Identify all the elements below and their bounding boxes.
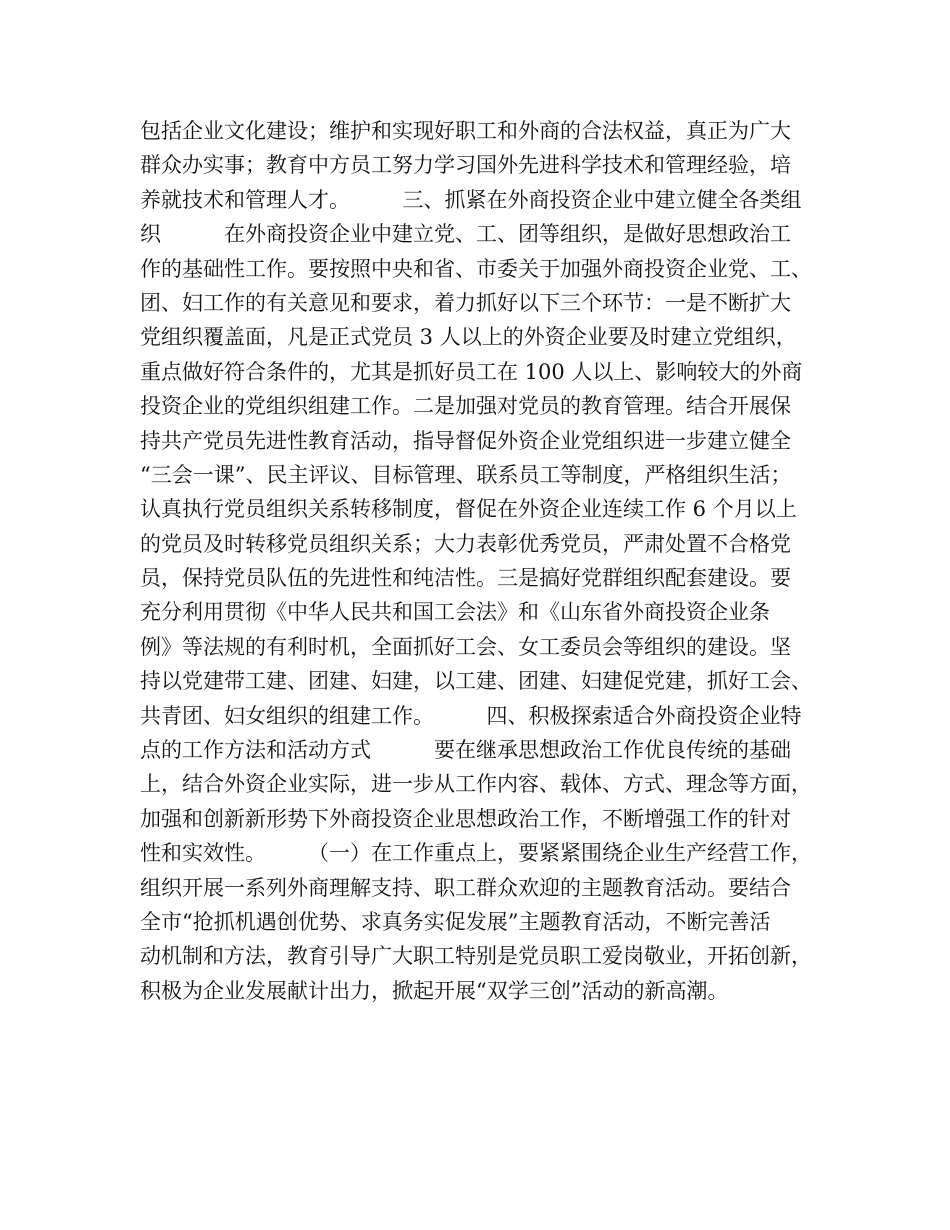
text-line-8: 重点做好符合条件的，尤其是抓好员工在 100 人以上、影响较大的外商 xyxy=(140,359,803,384)
text-line-23: 组织开展一系列外商理解支持、职工群众欢迎的主题教育活动。要结合 xyxy=(140,875,791,900)
text-line-9: 投资企业的党组织组建工作。二是加强对党员的教育管理。结合开展保 xyxy=(140,394,791,419)
text-line-19: 点的工作方法和活动方式 要在继承思想政治工作优良传统的基础 xyxy=(140,738,791,763)
text-line-18: 共青团、妇女组织的组建工作。 四、积极探索适合外商投资企业特 xyxy=(140,703,802,728)
text-line-12: 认真执行党员组织关系转移制度，督促在外资企业连续工作 6 个月以上 xyxy=(140,497,797,522)
text-line-20: 上，结合外资企业实际，进一步从工作内容、载体、方式、理念等方面， xyxy=(140,772,812,797)
text-line-21: 加强和创新新形势下外商投资企业思想政治工作，不断增强工作的针对 xyxy=(140,806,791,831)
text-line-11: “三会一课”、民主评议、目标管理、联系员工等制度，严格组织生活； xyxy=(140,462,792,487)
text-line-3: 养就技术和管理人才。 三、抓紧在外商投资企业中建立健全各类组 xyxy=(140,187,802,212)
text-line-1: 包括企业文化建设；维护和实现好职工和外商的合法权益，真正为广大 xyxy=(140,119,791,143)
text-line-26: 积极为企业发展献计出力，掀起开展“双学三创”活动的新高潮。 xyxy=(140,978,729,1003)
text-line-10: 持共产党员先进性教育活动，指导督促外资企业党组织进一步建立健全 xyxy=(140,428,791,453)
text-line-2: 群众办实事；教育中方员工努力学习国外先进科学技术和管理经验，培 xyxy=(140,153,791,178)
text-line-13: 的党员及时转移党员组织关系；大力表彰优秀党员，严肃处置不合格党 xyxy=(140,531,791,556)
text-line-7: 党组织覆盖面，凡是正式党员 3 人以上的外资企业要及时建立党组织， xyxy=(140,325,797,350)
text-line-17: 持以党建带工建、团建、妇建，以工建、团建、妇建促党建，抓好工会、 xyxy=(140,669,812,694)
text-line-6: 团、妇工作的有关意见和要求，着力抓好以下三个环节：一是不断扩大 xyxy=(140,290,791,315)
text-line-4: 织 在外商投资企业中建立党、工、团等组织，是做好思想政治工 xyxy=(140,222,791,247)
body-text xyxy=(140,114,830,1008)
text-line-22: 性和实效性。 （一）在工作重点上，要紧紧围绕企业生产经营工作， xyxy=(140,841,812,866)
text-line-24: 全市“抢抓机遇创优势、求真务实促发展”主题教育活动，不断完善活 xyxy=(140,909,771,934)
text-line-16: 例》等法规的有利时机，全面抓好工会、女工委员会等组织的建设。坚 xyxy=(140,634,791,659)
text-line-5: 作的基础性工作。要按照中央和省、市委关于加强外商投资企业党、工、 xyxy=(140,256,812,281)
text-line-15: 充分利用贯彻《中华人民共和国工会法》和《山东省外商投资企业条 xyxy=(140,600,770,625)
text-line-25: 动机制和方法，教育引导广大职工特别是党员职工爱岗敬业，开拓创新， xyxy=(140,944,812,969)
text-line-14: 员，保持党员队伍的先进性和纯洁性。三是搞好党群组织配套建设。要 xyxy=(140,566,791,591)
